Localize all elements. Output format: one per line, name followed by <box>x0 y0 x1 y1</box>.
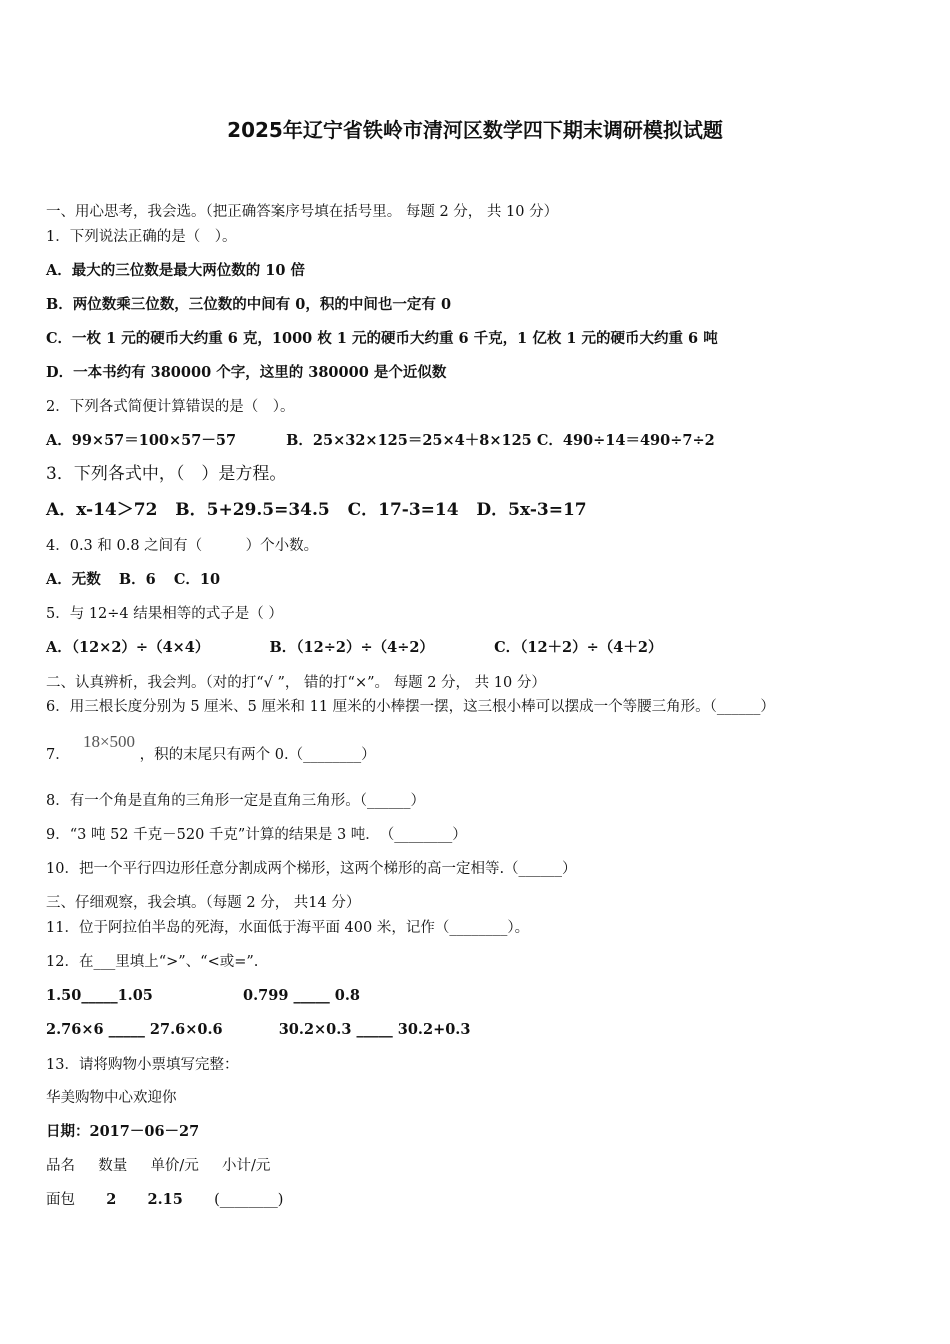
q1-option-d: D．一本书约有 380000 个字，这里的 380000 是个近似数 <box>46 364 447 381</box>
q5-option-c: C．（12＋2）÷（4＋2） <box>494 639 663 656</box>
q7 <box>46 732 376 764</box>
q4-options <box>46 571 220 589</box>
q2-option-c: C．490÷14＝490÷7÷2 <box>536 432 715 449</box>
q5-options <box>46 639 662 657</box>
q4-stem: 4．0.3 和 0.8 之间有（ ）个小数。 <box>46 538 319 554</box>
q12-item-1: 1.50_____1.05 <box>46 987 153 1004</box>
q3-option-c: C．17-3=14 <box>347 500 459 520</box>
q2-option-a: A．99×57＝100×57－57 <box>46 432 237 449</box>
receipt-shop-name: 华美购物中心欢迎你 <box>46 1090 177 1106</box>
q13-stem: 13．请将购物小票填写完整： <box>46 1057 239 1073</box>
receipt-date: 日期：2017－06－27 <box>46 1123 200 1140</box>
q12-item-2: 0.799 _____ 0.8 <box>243 987 360 1004</box>
q7-expression: 18×500 <box>82 732 136 751</box>
q2-stem: 2．下列各式简便计算错误的是（ ）。 <box>46 399 295 415</box>
q4-option-b: B．6 <box>118 571 156 588</box>
q10: 10．把一个平行四边形任意分割成两个梯形，这两个梯形的高一定相等.（______） <box>46 861 577 877</box>
page-title: 2025年辽宁省铁岭市清河区数学四下期末调研模拟试题 <box>227 118 723 142</box>
receipt-header-row <box>46 1157 270 1175</box>
receipt-row-subtotal: (________) <box>214 1192 284 1208</box>
q1-stem: 1．下列说法正确的是（ ）。 <box>46 229 237 245</box>
q5-stem: 5．与 12÷4 结果相等的式子是（ ） <box>46 606 283 622</box>
q1-option-c: C．一枚 1 元的硬币大约重 6 克，1000 枚 1 元的硬币大约重 6 千克，1 亿枚 1 元的硬币大约重 6 吨 <box>46 330 718 347</box>
q11: 11．位于阿拉伯半岛的死海，水面低于海平面 400 米，记作（________）。 <box>46 920 530 936</box>
section-2-heading: 二、认真辨析，我会判。（对的打“√ ”， 错的打“×”。 每题 2 分， 共 10 分） <box>46 675 546 691</box>
q1-option-b: B．两位数乘三位数，三位数的中间有 0，积的中间也一定有 0 <box>46 296 452 313</box>
q3-stem: 3．下列各式中，（ ）是方程。 <box>46 464 287 484</box>
q3-option-a: A．x-14＞72 <box>46 500 158 520</box>
q3-options <box>46 501 587 519</box>
receipt-header-price: 单价/元 <box>150 1158 199 1174</box>
receipt-header-subtotal: 小计/元 <box>222 1158 271 1174</box>
receipt-row-price: 2.15 <box>147 1191 183 1208</box>
q9: 9．“3 吨 52 千克－520 千克”计算的结果是 3 吨． （________） <box>46 827 467 843</box>
q8: 8．有一个角是直角的三角形一定是直角三角形。（______） <box>46 793 425 809</box>
receipt-header-qty: 数量 <box>98 1158 128 1174</box>
q4-option-a: A．无数 <box>46 571 101 588</box>
q1-option-a: A．最大的三位数是最大两位数的 10 倍 <box>46 262 306 279</box>
section-1-heading: 一、用心思考，我会选。（把正确答案序号填在括号里。 每题 2 分， 共 10 分） <box>46 204 559 220</box>
receipt-header-item: 品名 <box>46 1158 75 1174</box>
q5-option-a: A．（12×2）÷（4×4） <box>46 639 210 656</box>
q7-text: ，积的末尾只有两个 0.（________） <box>139 747 376 763</box>
q6: 6．用三根长度分别为 5 厘米、5 厘米和 11 厘米的小棒摆一摆，这三根小棒可以摆成一个等腰三角形。（______） <box>46 699 775 715</box>
q4-option-c: C．10 <box>173 571 221 588</box>
q12-stem: 12．在___里填上“>”、“<或=”. <box>46 954 259 970</box>
receipt-row-qty: 2 <box>106 1191 117 1208</box>
q7-number: 7． <box>46 747 70 763</box>
q12-item-3: 2.76×6 _____ 27.6×0.6 <box>46 1021 223 1038</box>
q12-item-4: 30.2×0.3 _____ 30.2+0.3 <box>278 1021 471 1038</box>
q12-row-1 <box>46 987 360 1005</box>
q2-option-b: B．25×32×125＝25×4＋8×125 <box>286 432 532 449</box>
section-3-heading: 三、仔细观察，我会填。（每题 2 分， 共14 分） <box>46 895 361 911</box>
receipt-row-item: 面包 <box>46 1192 75 1208</box>
receipt-row <box>46 1191 283 1209</box>
q5-option-b: B．（12÷2）÷（4÷2） <box>269 639 434 656</box>
q3-option-d: D．5x-3=17 <box>476 500 587 520</box>
q12-row-2 <box>46 1021 470 1039</box>
q3-option-b: B．5+29.5=34.5 <box>175 500 330 520</box>
q2-options <box>46 432 715 450</box>
